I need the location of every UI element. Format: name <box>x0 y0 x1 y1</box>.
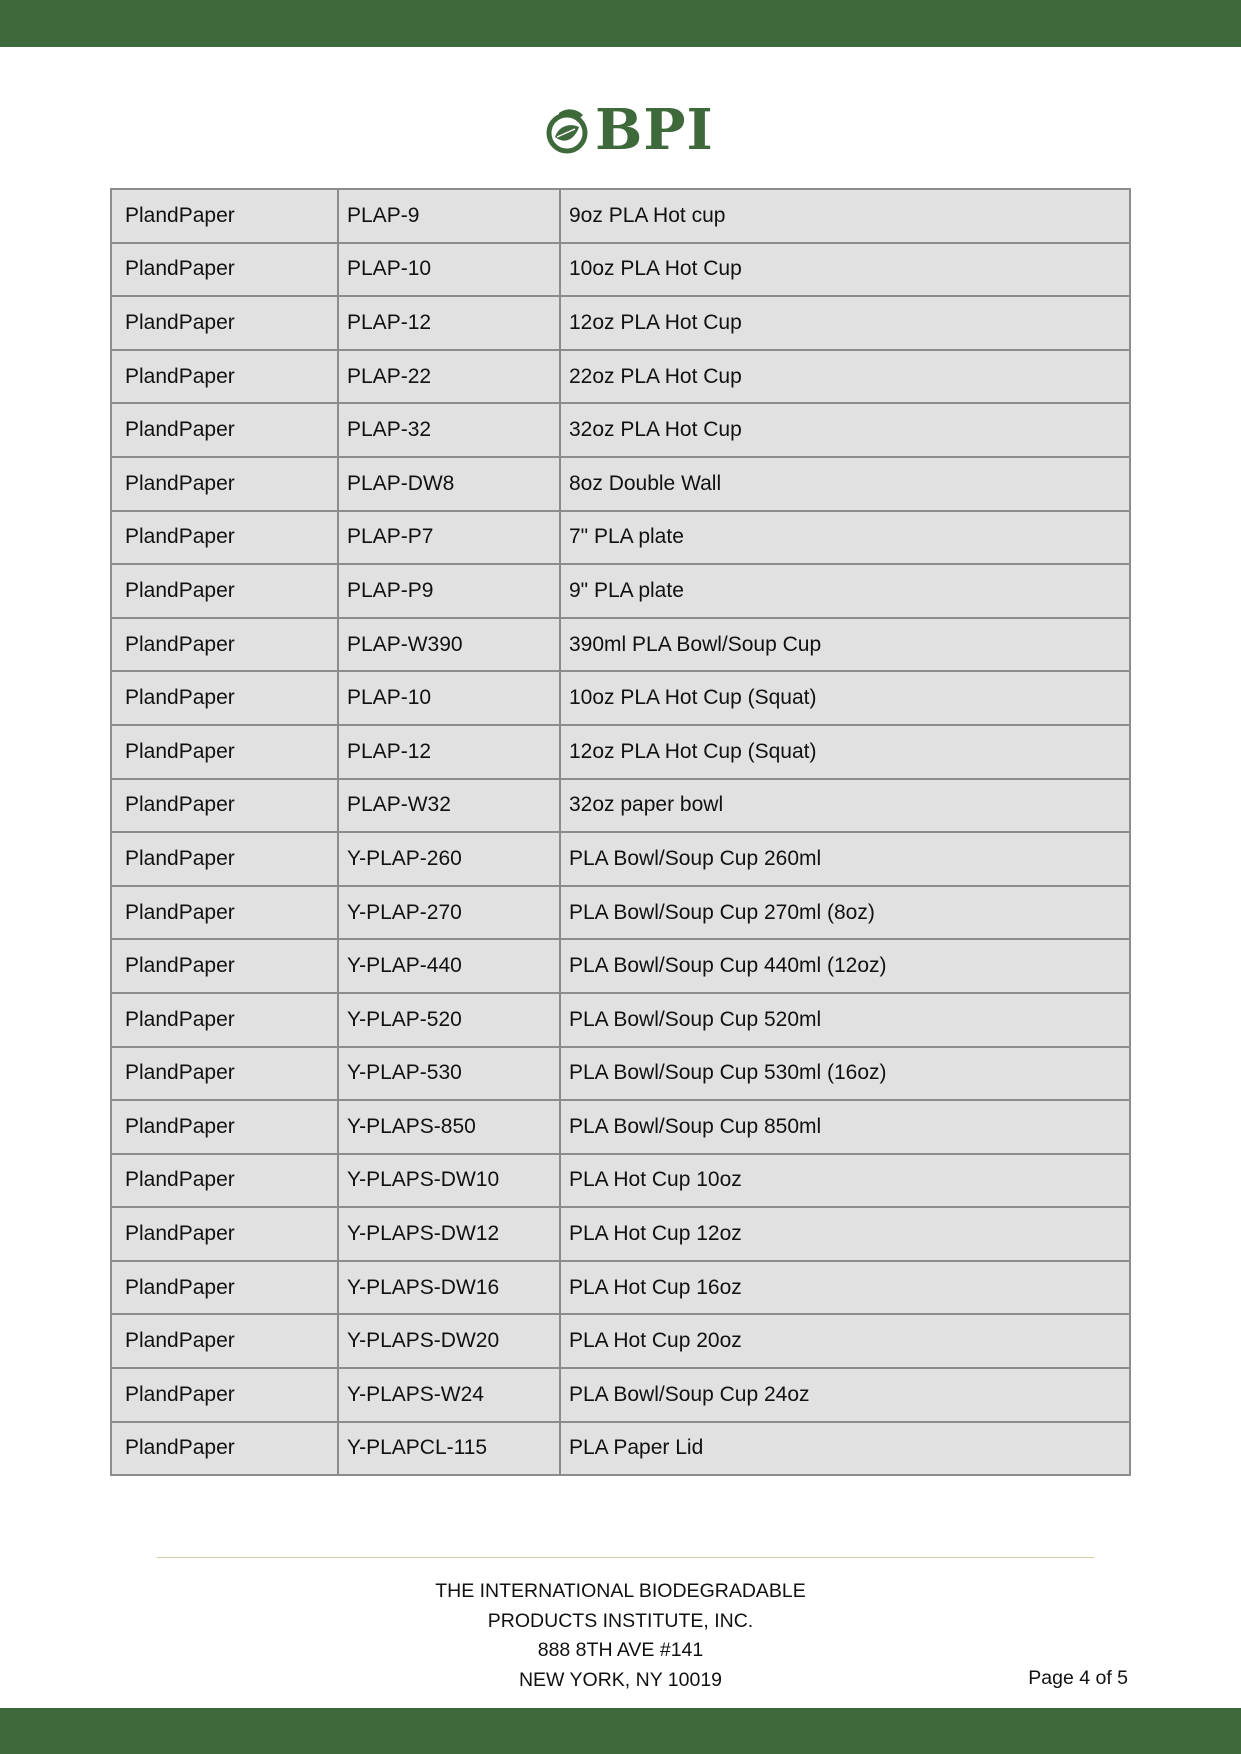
table-row <box>111 832 1130 886</box>
description-cell: PLA Hot Cup 12oz <box>560 1207 1130 1261</box>
description-cell: PLA Bowl/Soup Cup 24oz <box>560 1368 1130 1422</box>
table-row <box>111 886 1130 940</box>
description-cell: 12oz PLA Hot Cup (Squat) <box>560 725 1130 779</box>
header-bar <box>0 0 1241 47</box>
product-code-cell: PLAP-22 <box>338 350 560 404</box>
table-row <box>111 1047 1130 1101</box>
product-code-cell: PLAP-12 <box>338 725 560 779</box>
company-cell: PlandPaper <box>111 564 338 618</box>
company-cell: PlandPaper <box>111 671 338 725</box>
description-cell: PLA Bowl/Soup Cup 440ml (12oz) <box>560 939 1130 993</box>
table-row <box>111 1422 1130 1476</box>
company-cell: PlandPaper <box>111 725 338 779</box>
company-cell: PlandPaper <box>111 832 338 886</box>
product-code-cell: Y-PLAP-260 <box>338 832 560 886</box>
description-cell: PLA Hot Cup 16oz <box>560 1261 1130 1315</box>
company-cell: PlandPaper <box>111 1368 338 1422</box>
company-cell: PlandPaper <box>111 1261 338 1315</box>
description-cell: PLA Hot Cup 10oz <box>560 1154 1130 1208</box>
table-row <box>111 725 1130 779</box>
table-row <box>111 993 1130 1047</box>
footer-line: 888 8TH AVE #141 <box>537 1639 704 1661</box>
company-cell: PlandPaper <box>111 993 338 1047</box>
description-cell: PLA Bowl/Soup Cup 530ml (16oz) <box>560 1047 1130 1101</box>
table-row <box>111 1261 1130 1315</box>
logo-text: BPI <box>595 97 714 163</box>
page-number: Page 4 of 5 <box>1028 1667 1128 1689</box>
company-cell: PlandPaper <box>111 350 338 404</box>
company-cell: PlandPaper <box>111 1154 338 1208</box>
table-row <box>111 1154 1130 1208</box>
company-cell: PlandPaper <box>111 1422 338 1476</box>
table-row <box>111 671 1130 725</box>
company-cell: PlandPaper <box>111 243 338 297</box>
table-row <box>111 1368 1130 1422</box>
description-cell: PLA Bowl/Soup Cup 260ml <box>560 832 1130 886</box>
product-code-cell: PLAP-W390 <box>338 618 560 672</box>
bpi-logo <box>545 97 714 163</box>
table-row <box>111 1314 1130 1368</box>
table-row <box>111 779 1130 833</box>
product-code-cell: Y-PLAPS-W24 <box>338 1368 560 1422</box>
description-cell: PLA Bowl/Soup Cup 850ml <box>560 1100 1130 1154</box>
description-cell: 390ml PLA Bowl/Soup Cup <box>560 618 1130 672</box>
description-cell: 10oz PLA Hot Cup <box>560 243 1130 297</box>
description-cell: PLA Bowl/Soup Cup 270ml (8oz) <box>560 886 1130 940</box>
footer-line: THE INTERNATIONAL BIODEGRADABLE <box>435 1580 806 1602</box>
product-code-cell: Y-PLAPS-DW10 <box>338 1154 560 1208</box>
company-cell: PlandPaper <box>111 618 338 672</box>
product-code-cell: PLAP-32 <box>338 403 560 457</box>
table-row <box>111 511 1130 565</box>
company-cell: PlandPaper <box>111 457 338 511</box>
footer-divider <box>157 1557 1094 1558</box>
product-code-cell: Y-PLAP-270 <box>338 886 560 940</box>
company-cell: PlandPaper <box>111 1100 338 1154</box>
product-code-cell: PLAP-P9 <box>338 564 560 618</box>
table-row <box>111 939 1130 993</box>
company-cell: PlandPaper <box>111 886 338 940</box>
product-code-cell: PLAP-P7 <box>338 511 560 565</box>
footer-line: PRODUCTS INSTITUTE, INC. <box>487 1609 754 1632</box>
product-code-cell: PLAP-10 <box>338 243 560 297</box>
table-row <box>111 457 1130 511</box>
product-table <box>110 188 1131 1476</box>
table-row <box>111 1207 1130 1261</box>
company-cell: PlandPaper <box>111 1047 338 1101</box>
description-cell: PLA Hot Cup 20oz <box>560 1314 1130 1368</box>
product-code-cell: Y-PLAPS-850 <box>338 1100 560 1154</box>
product-code-cell: Y-PLAP-440 <box>338 939 560 993</box>
company-cell: PlandPaper <box>111 189 338 243</box>
product-code-cell: PLAP-9 <box>338 189 560 243</box>
table-row <box>111 296 1130 350</box>
table-row <box>111 403 1130 457</box>
company-cell: PlandPaper <box>111 1314 338 1368</box>
product-code-cell: PLAP-10 <box>338 671 560 725</box>
footer-line: NEW YORK, NY 10019 <box>518 1668 723 1691</box>
description-cell: 8oz Double Wall <box>560 457 1130 511</box>
product-code-cell: PLAP-W32 <box>338 779 560 833</box>
table-row <box>111 243 1130 297</box>
description-cell: PLA Bowl/Soup Cup 520ml <box>560 993 1130 1047</box>
product-code-cell: Y-PLAPCL-115 <box>338 1422 560 1476</box>
company-cell: PlandPaper <box>111 296 338 350</box>
description-cell: 10oz PLA Hot Cup (Squat) <box>560 671 1130 725</box>
description-cell: 9oz PLA Hot cup <box>560 189 1130 243</box>
description-cell: 22oz PLA Hot Cup <box>560 350 1130 404</box>
table-row <box>111 189 1130 243</box>
product-code-cell: Y-PLAPS-DW20 <box>338 1314 560 1368</box>
company-cell: PlandPaper <box>111 1207 338 1261</box>
description-cell: 12oz PLA Hot Cup <box>560 296 1130 350</box>
table-row <box>111 350 1130 404</box>
description-cell: PLA Paper Lid <box>560 1422 1130 1476</box>
description-cell: 32oz PLA Hot Cup <box>560 403 1130 457</box>
leaf-emblem-icon <box>545 105 591 155</box>
table-row <box>111 618 1130 672</box>
company-cell: PlandPaper <box>111 939 338 993</box>
company-cell: PlandPaper <box>111 779 338 833</box>
table-row <box>111 1100 1130 1154</box>
product-code-cell: Y-PLAPS-DW16 <box>338 1261 560 1315</box>
company-cell: PlandPaper <box>111 403 338 457</box>
company-cell: PlandPaper <box>111 511 338 565</box>
table-row <box>111 564 1130 618</box>
product-code-cell: PLAP-DW8 <box>338 457 560 511</box>
product-code-cell: Y-PLAP-530 <box>338 1047 560 1101</box>
description-cell: 9" PLA plate <box>560 564 1130 618</box>
footer-bar <box>0 1708 1241 1754</box>
product-code-cell: Y-PLAP-520 <box>338 993 560 1047</box>
description-cell: 7" PLA plate <box>560 511 1130 565</box>
description-cell: 32oz paper bowl <box>560 779 1130 833</box>
product-code-cell: Y-PLAPS-DW12 <box>338 1207 560 1261</box>
product-code-cell: PLAP-12 <box>338 296 560 350</box>
